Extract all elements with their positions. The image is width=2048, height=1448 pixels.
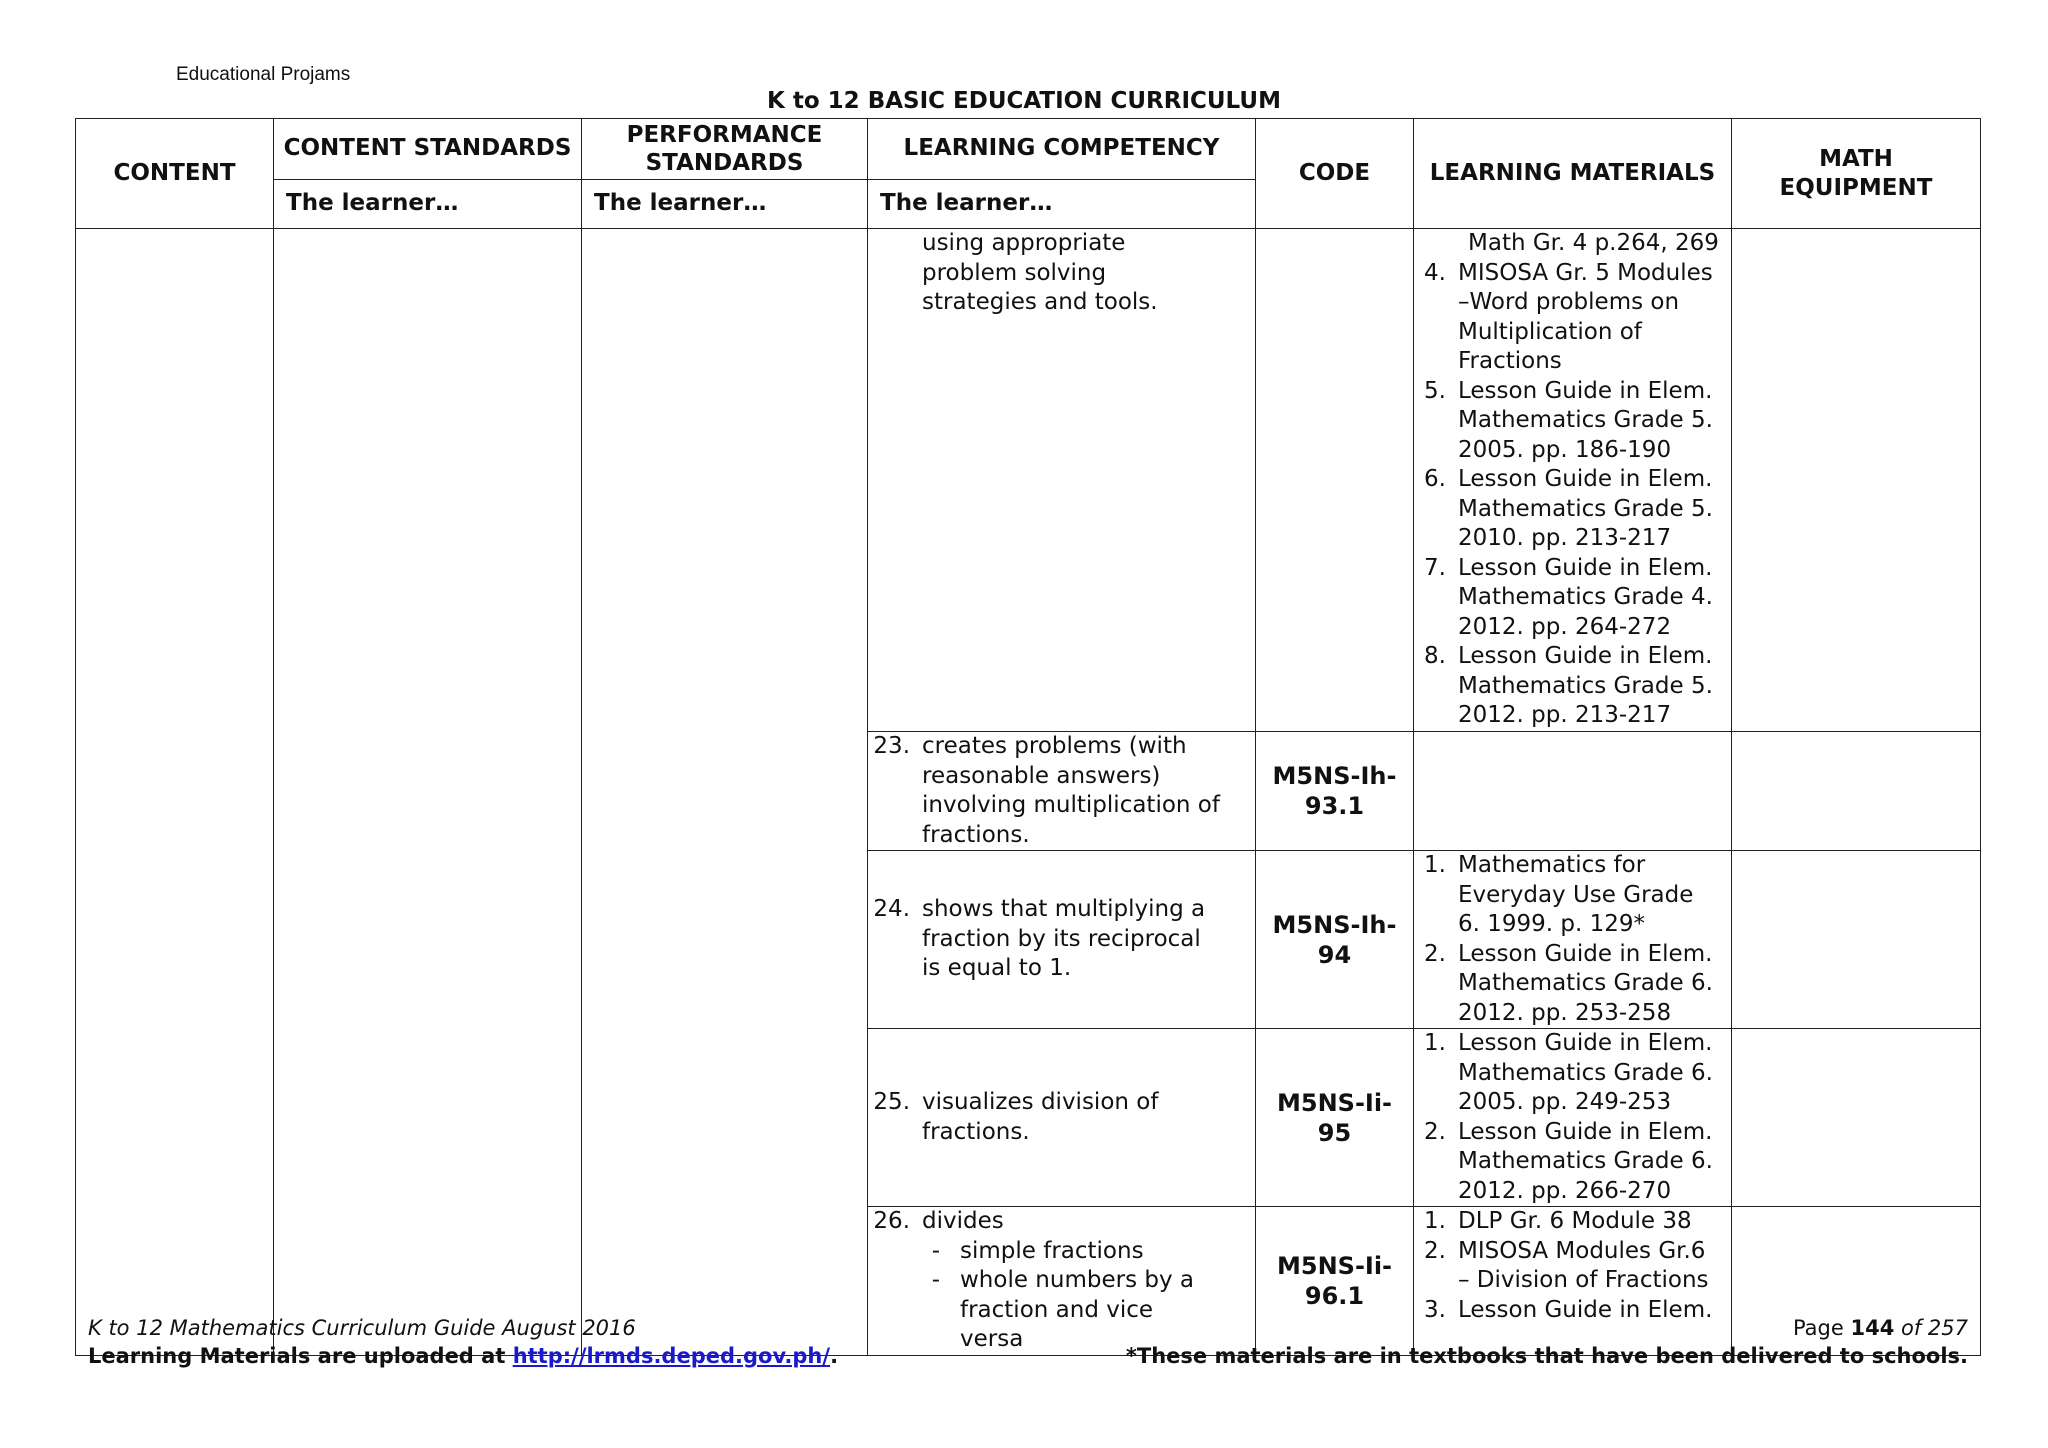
bullet-dash: - <box>931 1237 940 1264</box>
competency-number: 24. <box>873 896 910 923</box>
materials-list <box>1414 259 1731 731</box>
materials-continuation: Math Gr. 4 p.264, 269 <box>1468 230 1719 256</box>
header-content-standards: CONTENT STANDARDS <box>274 119 582 180</box>
materials-cell <box>1414 732 1732 851</box>
material-item <box>1414 259 1731 377</box>
header-row <box>76 119 1981 180</box>
materials-cell <box>1414 851 1732 1029</box>
watermark: Educational Projams <box>176 64 351 85</box>
document-title: K to 12 BASIC EDUCATION CURRICULUM <box>767 88 1281 114</box>
material-item <box>1414 642 1731 731</box>
lrmds-link[interactable]: http://lrmds.deped.gov.ph/ <box>512 1344 831 1368</box>
footer-uploaded-prefix: Learning Materials are uploaded at <box>88 1344 513 1368</box>
material-number: 8. <box>1424 643 1446 669</box>
material-item <box>1414 940 1731 1029</box>
competency-cell <box>868 851 1256 1029</box>
material-text: Lesson Guide in Elem. Mathematics Grade 5. 2012. pp. 213-217 <box>1458 643 1713 728</box>
material-text: DLP Gr. 6 Module 38 <box>1458 1208 1692 1234</box>
material-number: 1. <box>1424 1208 1446 1234</box>
competency-number: 26. <box>873 1208 910 1234</box>
equipment-cell <box>1732 732 1981 851</box>
material-number: 1. <box>1424 1030 1446 1056</box>
page-total: of 257 <box>1894 1316 1968 1340</box>
content-standards-cell <box>274 229 582 1356</box>
material-number: 5. <box>1424 377 1446 404</box>
code-cell <box>1256 229 1414 732</box>
competency-text: divides <box>922 1208 1004 1234</box>
equipment-cell <box>1732 851 1981 1029</box>
code-cell: M5NS-Ih-94 <box>1256 851 1414 1029</box>
competency-cell <box>868 1029 1256 1207</box>
material-text: Lesson Guide in Elem. Mathematics Grade 5. 2010. pp. 213-217 <box>1458 466 1713 551</box>
material-text: Mathematics for Everyday Use Grade 6. 1999. p. 129* <box>1458 852 1694 937</box>
material-number: 2. <box>1424 1237 1446 1264</box>
page-number: 144 <box>1850 1316 1895 1340</box>
competency-text: creates problems (with reasonable answers) involving multiplication of fractions. <box>922 733 1220 848</box>
content-cell <box>76 229 274 1356</box>
code-cell: M5NS-Ii-95 <box>1256 1029 1414 1207</box>
material-text: Lesson Guide in Elem. Mathematics Grade 6. 2012. pp. 253-258 <box>1458 940 1713 1026</box>
material-number: 2. <box>1424 1118 1446 1145</box>
material-text: Lesson Guide in Elem. Mathematics Grade 4. 2012. pp. 264-272 <box>1458 554 1713 640</box>
material-item <box>1414 1118 1731 1207</box>
learner-ps: The learner… <box>582 180 868 229</box>
header-learning-materials: LEARNING MATERIALS <box>1414 119 1732 229</box>
header-code: CODE <box>1256 119 1414 229</box>
material-item <box>1414 1029 1731 1118</box>
competency-subitem: whole numbers by a fraction and vice versa <box>960 1267 1194 1352</box>
competency-subitem: simple fractions <box>960 1237 1144 1264</box>
competency-text: visualizes division of fractions. <box>922 1089 1159 1145</box>
code-cell: M5NS-Ii-96.1 <box>1256 1207 1414 1356</box>
material-item <box>1414 1237 1731 1296</box>
curriculum-table <box>75 118 1981 1356</box>
footer-left <box>88 1314 838 1370</box>
footer-uploaded-suffix: . <box>830 1344 839 1368</box>
header-performance-standards: PERFORMANCE STANDARDS <box>582 119 868 180</box>
material-number: 7. <box>1424 554 1446 581</box>
code-cell: M5NS-Ih-93.1 <box>1256 732 1414 851</box>
learner-lc: The learner… <box>868 180 1256 229</box>
materials-list <box>1414 1029 1731 1206</box>
material-number: 4. <box>1424 259 1446 286</box>
equipment-cell <box>1732 229 1981 732</box>
material-item <box>1414 851 1731 940</box>
header-math-equipment: MATH EQUIPMENT <box>1732 119 1981 229</box>
competency-number: 25. <box>873 1089 910 1115</box>
material-text: MISOSA Gr. 5 Modules –Word problems on Multiplication of Fractions <box>1458 259 1713 374</box>
footer-right <box>1126 1314 1968 1370</box>
competency-text: using appropriate problem solving strategies and tools. <box>922 230 1158 315</box>
material-number: 6. <box>1424 466 1446 492</box>
learner-cs: The learner… <box>274 180 582 229</box>
materials-list <box>1414 851 1731 1028</box>
material-number: 3. <box>1424 1296 1446 1323</box>
table-row <box>76 229 1981 732</box>
material-item <box>1414 377 1731 466</box>
material-text: Lesson Guide in Elem. Mathematics Grade 6. 2012. pp. 266-270 <box>1458 1118 1713 1204</box>
competency-cell <box>868 732 1256 851</box>
material-text: Lesson Guide in Elem. Mathematics Grade 5. 2005. pp. 186-190 <box>1458 377 1713 463</box>
equipment-cell <box>1732 1029 1981 1207</box>
header-content: CONTENT <box>76 119 274 229</box>
competency-number: 23. <box>873 733 910 759</box>
materials-list <box>1414 1207 1731 1325</box>
footer-note: *These materials are in textbooks that have been delivered to schools. <box>1125 1344 1968 1368</box>
material-text: Lesson Guide in Elem. Mathematics Grade 6. 2005. pp. 249-253 <box>1458 1030 1713 1115</box>
bullet-dash: - <box>931 1267 940 1293</box>
material-item <box>1414 554 1731 643</box>
materials-cell <box>1414 1029 1732 1207</box>
page-label: Page <box>1792 1316 1851 1340</box>
header-learning-competency: LEARNING COMPETENCY <box>868 119 1256 180</box>
material-item <box>1414 465 1731 554</box>
materials-cell <box>1414 229 1732 732</box>
material-text: Lesson Guide in Elem. <box>1458 1296 1713 1323</box>
material-number: 1. <box>1424 852 1446 878</box>
material-text: MISOSA Modules Gr.6 – Division of Fractions <box>1458 1237 1709 1293</box>
performance-standards-cell <box>582 229 868 1356</box>
competency-text: shows that multiplying a fraction by its reciprocal is equal to 1. <box>922 896 1206 982</box>
footer-guide: K to 12 Mathematics Curriculum Guide August 2016 <box>88 1316 636 1340</box>
material-item <box>1414 1207 1731 1237</box>
material-number: 2. <box>1424 940 1446 967</box>
competency-cell <box>868 229 1256 732</box>
